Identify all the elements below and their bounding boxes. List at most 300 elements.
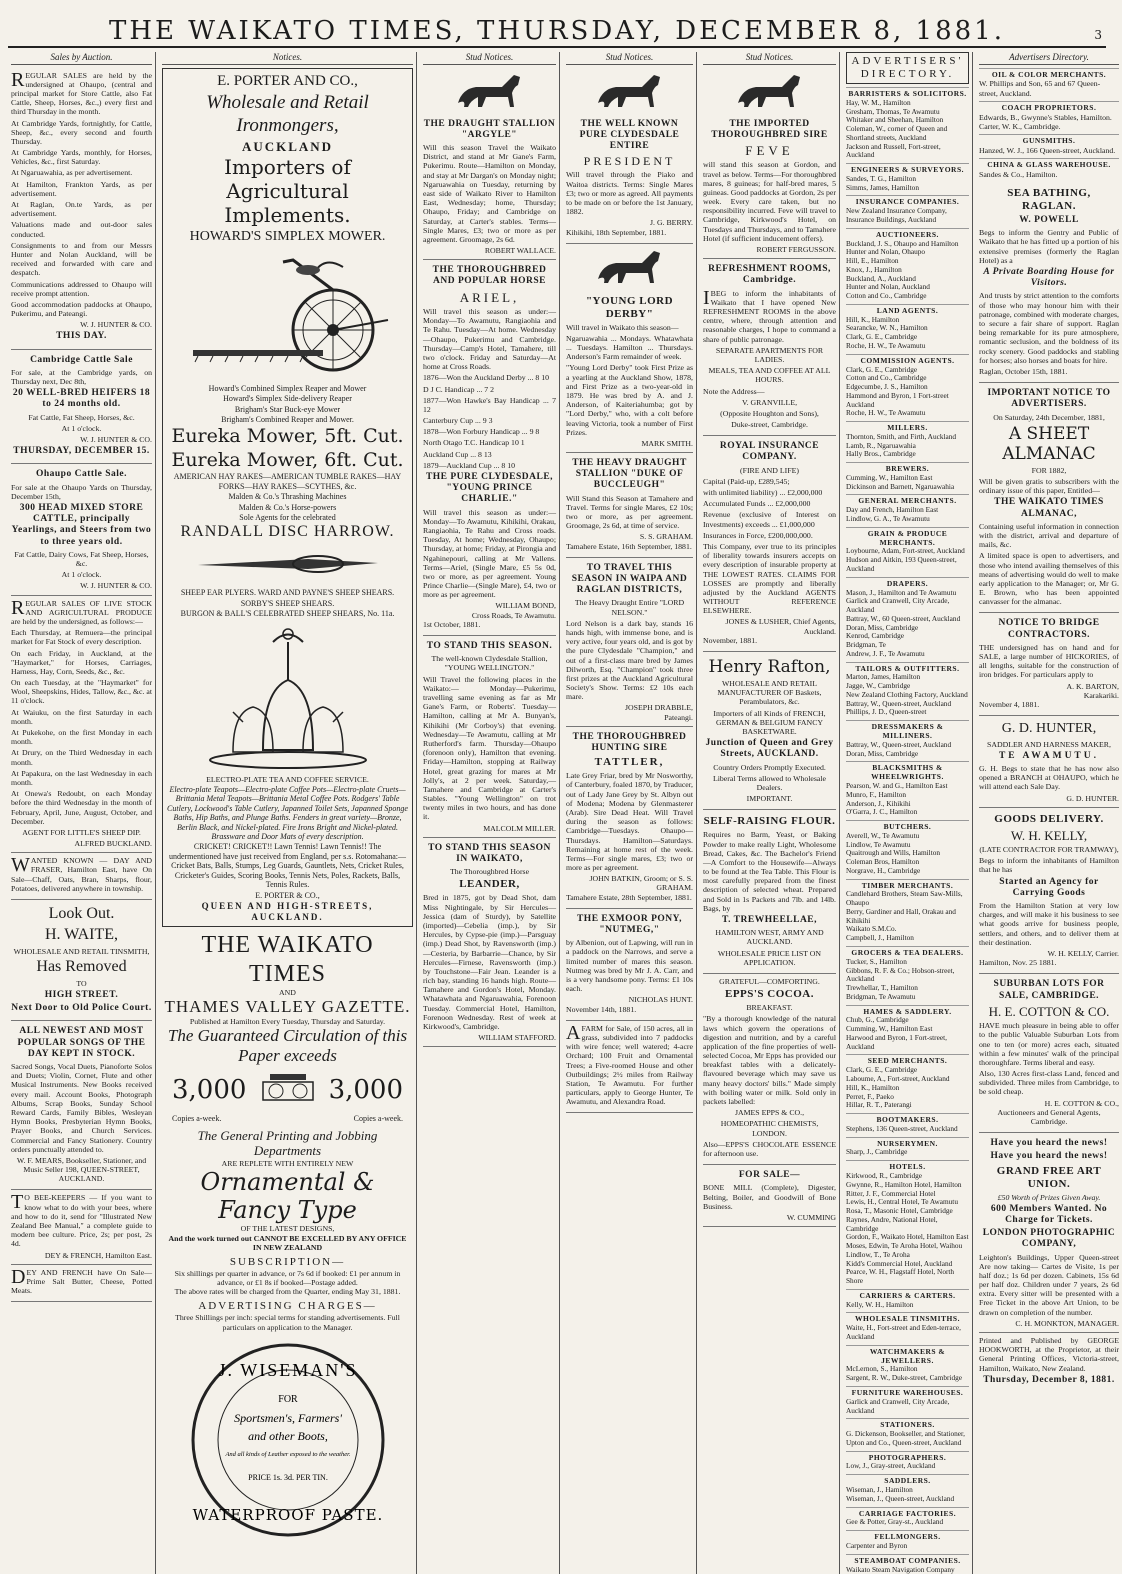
directory-category: BARRISTERS & SOLICITORS. (846, 87, 969, 99)
ad-text: REGULAR SALES are held by the undersigned at Ohaupo, (central and principal market for Store Cattle, also Fat Cattle, Sheep, Horses, &c.,) every first and third Thursday in the month. (11, 68, 152, 117)
mears-ad (11, 1021, 152, 1190)
ad-text: Consignments to and from our Messrs Hunter and Nolan Auckland, will be received and forwarded with care and despatch. (11, 240, 152, 278)
directory-entry: Garlick and Cranwell, City Arcade, Auckland (846, 1396, 950, 1415)
ad-text: Requires no Barm, Yeast, or Baking Powder to make really Light, Wholesome Bread, Cakes, &c. The Bachelor's Friend—A Comfort to the Housewife—Always to be found at the Tea Table. This Flour is most carefully prepared from the finest description of selected wheat. Prepared and Sold in 1s Packets and 7lb. and 14lb. Bags, by (703, 830, 836, 913)
directory-list (846, 1486, 969, 1504)
directory-entry: Gresham, Thomas, Te Awamutu (846, 106, 940, 116)
directory-entry: Hill, E., Hamilton (846, 256, 899, 266)
directory-category: ENGINEERS & SURVEYORS. (846, 163, 969, 175)
ad-text: At Drury, on the Third Wednesday in each month. (11, 748, 152, 767)
ad-text: Note the Address— (703, 386, 765, 396)
directory-category: NURSERYMEN. (846, 1137, 969, 1149)
porter-title: E. PORTER AND CO., (217, 72, 358, 89)
ad-text: This Company, ever true to its principles of liberality towards insurers accepts on every description of insurable property at THE LOWEST RATES. CLAIMS FOR LOSSES are promptly and liberally adjusted by the Auckland AGENTS WITHOUT REFERENCE ELSEWHERE. (703, 541, 836, 616)
royal-line: Accumulated Funds ... £2,000,000 (703, 499, 811, 509)
bridge-title: NOTICE TO BRIDGE CONTRACTORS. (998, 618, 1100, 640)
directory-list (846, 958, 969, 1002)
signature: H. E. COTTON & CO., (1044, 1098, 1119, 1108)
directory-entry: Mason, J., Hamilton and Te Awamutu (846, 587, 957, 597)
times-gazette: THAMES VALLEY GAZETTE. (164, 997, 411, 1017)
ad-heading: H. WAITE, (44, 925, 119, 943)
ad-text: Will travel this season as under:— Monday—To Awamutu, Rangiaohia and Te Rahu. Tuesday—At home. Wednesday—Ohaupo, Pukerimu and Cambridge. Thursday—Camp's Hotel, Tamahere, till two o'clock. Friday and Saturday—At home at Cross Roads. (423, 307, 556, 372)
directory-category: CARRIERS & CARTERS. (846, 1289, 969, 1301)
subscription-text: Six shillings per quarter in advance, or 7s 6d if booked: £1 per annum in advance, or £1 8s if booked—Postage added. (174, 1268, 401, 1288)
ad-text: HAMILTON WEST, ARMY AND AUCKLAND. (715, 928, 824, 947)
directory-entry: Berry, Gardiner and Hall, Orakau and Kihikihi (846, 906, 956, 925)
directory-entry: Clark, G. E., Cambridge (846, 332, 918, 342)
signature: W. J. HUNTER & CO. (80, 581, 152, 591)
masthead (8, 6, 1106, 48)
subscription-head: SUBSCRIPTION— (229, 1255, 346, 1268)
ariel-record: Auckland Cup ... 8 13 (423, 449, 492, 459)
grand-title: GRAND FREE ART UNION. (996, 1164, 1102, 1190)
directory-entry: Dickinson and Barnett, Ngaruawahia (846, 481, 955, 491)
signature: W. H. KELLY, Carrier. (1047, 949, 1119, 959)
directory-entry: Anderson, J., Kihikihi (846, 798, 911, 808)
column-5-head: Stud Notices. (703, 52, 836, 65)
directory-category: LAND AGENTS. (846, 304, 969, 316)
porter-sub: Wholesale and Retail Ironmongers, (206, 92, 369, 136)
ad-text: Lord Nelson is a dark bay, stands 16 hands high, with immense bone, and is very active, four years old, and is got by the pure Clydesdale "Champion," and out of a first-class mare bred by James Dilworth, Esq. "Champion" took three first prizes at the Auckland Agricultural Society's Show. Terms: £2 10s each mare. (566, 618, 693, 702)
feve-title: THE IMPORTED THOROUGHBRED SIRE (711, 118, 828, 140)
directory-category: FURNITURE WAREHOUSES. (846, 1386, 969, 1398)
ad-text: will stand this season at Gordon, and travel as below. Terms—For thoroughbred mares, 8 guineas; for half-bred mares, 5 guineas. Good paddocks at Gordon, 2s per week. Every care taken, but no responsibility incurred. Feve will travel to Cambridge, Kirkwood's Hotel, on Tuesdays and Thursdays, and to Tamahere Hotel (if sufficient inducement offers). (703, 160, 836, 243)
epps-cocoa-ad (703, 974, 836, 1165)
directory-entry: Jagge, W., Cambridge (846, 681, 911, 691)
sea-private: A Private Boarding House for Visitors. (983, 267, 1115, 289)
derby-title: "YOUNG LORD DERBY" (585, 294, 674, 320)
directory-entry: Clark, G. E., Cambridge (846, 1065, 918, 1075)
directory-list (846, 1398, 969, 1416)
printing-departments: The General Printing and Jobbing Departments (197, 1127, 378, 1159)
directory-entry: Kelly, W. H., Hamilton (846, 1299, 914, 1309)
ariel-ad (423, 260, 556, 636)
imprint (979, 1333, 1119, 1392)
circulation (172, 1070, 403, 1110)
directory-entry: Edgecumbe, J. S., Hamilton (846, 382, 928, 391)
ad-text: Begs to inform the inhabitants of Hamilton that he has (979, 856, 1119, 875)
times-and: AND (279, 987, 296, 997)
signature: MARK SMITH. (641, 438, 693, 448)
signature: DEY & FRENCH, Hamilton East. (44, 1250, 152, 1260)
directory-list (846, 99, 969, 160)
ad-heading: Next Door to Old Police Court. (11, 1003, 152, 1014)
copies-right: 3,000 (328, 1075, 403, 1106)
directory-entry: Doran, Miss, Cambridge (846, 748, 919, 758)
ad-date: Raglan, October 15th, 1881. (979, 366, 1068, 376)
directory-category: AUCTIONEERS. (846, 228, 969, 240)
ad-text: Auctioneers and General Agents, Cambridge. (997, 1107, 1101, 1126)
directory-entry: Cumming, W., Hamilton East (846, 472, 933, 482)
directory-category: GRAIN & PRODUCE MERCHANTS. (846, 527, 969, 548)
directory-entry: Hill, K., Hamilton (846, 314, 900, 324)
column-2-head: Notices. (162, 52, 413, 65)
feve-ad (703, 68, 836, 260)
directory-entry: Wiseman, J., Hamilton (846, 1485, 913, 1495)
ad-text: HAVE much pleasure in being able to offer to the public Valuable Suburban Lots from one to ten (or more) acres each, situated within a few minutes' walk of the principal thoroughfare. Terms liberal and easy. (979, 1021, 1119, 1067)
ad-text: Bred in 1875, got by Dead Shot, dam Miss Nightingale, by Sir Hercules—Jessica (dam of Sturdy), by Satellite (imported)—Cebelia (imp.), by Sir Hercules, by Cypse-pie (imp.)—Parsguay (imp.) Dead Shot, by Ravensworth (imp.)—Cesteria, by Barbarrie—Chance, by Sir Hercules—Firnese, Ravensworth (imp.) by Touchstone—Fair Jean. Leander is a rich bay, standing 16 hands high. Route—Tamahere and Gordon's Hotel, Monday. Whatawhata and Ngaruawahia, Forenoon Tuesday. Commercial Hotel, Hamilton, Forenoon Wednesday. Rest of week at Kirkwood's, Cambridge. (423, 893, 556, 1031)
ad-text: (LATE CONTRACTOR FOR TRAMWAY), (979, 845, 1119, 855)
advertising-head: ADVERTISING CHARGES— (198, 1300, 377, 1313)
ad-text: Late Grey Friar, bred by Mr Nosworthy, of Canterbury, foaled 1870, by Traducer, out of Lady Jane Grey by St. Albyn out of Modena; Modena by Glenmasterer (Arab). Sire Dead Heat. Will Travel during the season as follows: Cambridge—Tuesdays. Ohaupo—Thursdays. Hamilton—Saturdays. Remaining at home rest of the week. Terms—For single mares, £3; two or more as per agreement. (566, 771, 693, 873)
sea-title: SEA BATHING, RAGLAN. (1007, 187, 1091, 213)
ad-text: DEY AND FRENCH have On Sale—Prime Salt Butter, Cheese, Potted Meats. (11, 1265, 152, 1296)
ad-text: Also, 130 Acres first-class Land, fenced and subdivided. Three miles from Cambridge, to be sold cheap. (979, 1069, 1119, 1097)
wiseman-line-3: And all kinds of Leather exposed to the weather. (224, 1450, 351, 1458)
directory-list (846, 207, 969, 225)
porter-ad (162, 68, 413, 928)
porter-line: Malden & Co.'s Horse-powers (238, 502, 337, 512)
horse-icon (590, 73, 670, 117)
argyle-title: THE DRAUGHT STALLION "ARGYLE" (423, 118, 556, 140)
eureka-mower-5ft: Eureka Mower, 5ft. Cut. (171, 425, 404, 448)
ad-text: Will Travel the following places in the Waikato:— Monday—Pukerimu, travelling same evening as far as Mr Gane's Farm, or Roberts'. Tuesday—Hamilton, calling at Mr A. Bunyan's, Kihikihi (Mr Corboy's) that evening. Wednesday—Te Awamutu, calling at Mr Rutherford's farm. Thursday—Ohaupo (forenoon only), Hamilton that evening. Friday—Hamilton, stopping at Railway Hotel, great grazing for mares at Mr Jolly's, at 2 per week. Saturday,—Tamahere and Cambridge at Carter's Stables. "Young Wellington" on trot twenty miles in two hours, and has done it. (423, 674, 556, 822)
bee-keepers-ad (11, 1190, 152, 1264)
tattler-title: THE THOROUGHBRED HUNTING SIRE (572, 731, 687, 754)
royal-line: with unlimited liability) ... £2,000,000 (703, 488, 823, 498)
directory-entry: Waikato S.M.Co. (846, 924, 897, 934)
directory-category: TIMBER MERCHANTS. (846, 879, 969, 891)
directory-list (846, 1566, 969, 1574)
times-guarantee: The Guaranteed Circulation of this Paper exceeds (167, 1026, 408, 1066)
wiseman-name: J. WISEMAN'S (218, 1359, 357, 1380)
directory-list (846, 175, 969, 193)
ad-text: At Onewa's Redoubt, on each Monday before the third Wednesday in the month of February, April, June, August, October, and December. (11, 789, 152, 826)
columns (8, 52, 1119, 1574)
directory-entry: Knox, J., Hamilton (846, 264, 902, 274)
directory-list (846, 1172, 969, 1286)
ad-text: Will travel this season as under:— Monday—To Awamutu, Kihikihi, Orakau, Rangiaohia, Te Rahu and Cross roads. Tuesday, At home; Wednesday, Ohaupo; Thursday, at home; Friday, at Pirongia and Ngahinepouri, calling at Mr Vallens. Terms—Ariel, (Single Mare, £5 5s 0d, two or more, as per agreement. Young Prince Charlie—(Single Mare), £4, two or more as per agreement. (423, 507, 556, 600)
directory-entry: Edwards, B., Gwynne's Stables, Hamilton. Carter, W. K., Cambridge. (979, 112, 1112, 131)
directory-category: PHOTOGRAPHERS. (846, 1451, 969, 1463)
ariel-record: 1879—Auckland Cup ... 8 10 (423, 460, 516, 470)
ad-text: GRATEFUL—COMFORTING. (719, 976, 820, 986)
ad-text: SEPARATE APARTMENTS FOR LADIES. (715, 345, 824, 364)
ad-text: SADDLER AND HARNESS MAKER, (987, 739, 1111, 749)
directory-entry: Andrew, J. F., Te Awamutu (846, 648, 925, 658)
ad-text: Communications addressed to Ohaupo will receive prompt attention. (11, 279, 152, 298)
wellington-ad (423, 636, 556, 838)
porter-line: Brigham's Combined Reaper and Mower. (221, 415, 354, 425)
directory-category: FELLMONGERS. (846, 1530, 969, 1542)
directory-entry: Harwood and Byron, 1 Fort-street, Auckland (846, 1032, 947, 1051)
nelson-title: TO TRAVEL THIS SEASON IN WAIPA AND RAGLAN DISTRICTS, (571, 562, 688, 596)
president-title: THE WELL KNOWN PURE CLYDESDALE ENTIRE (579, 118, 680, 152)
directory-entry: Pearce, W. H., Flagstaff Hotel, North Shore (846, 1267, 955, 1286)
ad-text: BREAKFAST. (746, 1003, 793, 1013)
sea-bathing-ad (979, 182, 1119, 383)
ad-text: At Raglan, On.te Yards, as per advertisement. (11, 200, 152, 219)
directory-list (846, 1324, 969, 1342)
ad-text: REGULAR SALES OF LIVE STOCK AND AGRICULTURAL PRODUCE are held by the undersigned, as follows:— (11, 596, 152, 626)
advertising-text: Three Shillings per inch: special terms for standing advertisements. Full particulars on application to the Manager. (175, 1313, 400, 1332)
buccleugh-ad (566, 453, 693, 558)
ad-text: Fat Cattle, Fat Sheep, Horses, &c. (28, 412, 135, 422)
directory-entry: Hillar, R. T., Paterangi (846, 1100, 912, 1110)
porter-line: Howard's Combined Simplex Reaper and Mower (208, 383, 367, 393)
signature: Pateangi. (664, 712, 693, 722)
signature: S. S. GRAHAM. (639, 532, 693, 542)
ad-text: A limited space is open to advertisers, and those who intend availing themselves of this means of advertising would do well to make early application to the Manager; or, Mr G. E. Brown, who has been appointed canvasser for the almanac. (979, 551, 1119, 607)
hunter-saddler-ad (979, 716, 1119, 808)
ad-text: HOMEOPATHIC CHEMISTS, LONDON. (720, 1119, 819, 1138)
directory-category: STATIONERS. (846, 1418, 969, 1430)
almanac-title: THE WAIKATO TIMES ALMANAC, (994, 497, 1104, 519)
directory-entry: Cumming, W., Hamilton East (846, 1024, 933, 1034)
signature: JONES & LUSHER, Chief Agents, Auckland. (725, 617, 836, 636)
times-title: THE WAIKATO TIMES (201, 932, 374, 987)
directory-entry: Hunter and Nolan, Ohaupo (846, 247, 926, 257)
ad-text: At Cambridge Yards, fortnightly, for Cattle, Sheep, &c., every second and fourth Thursday. (11, 118, 152, 146)
refresh-title: REFRESHMENT ROOMS, Cambridge. (708, 264, 831, 286)
porter-mower: HOWARD'S SIMPLEX MOWER. (189, 229, 386, 245)
ad-text: W. F. MEARS, Bookseller, Stationer, and Music Seller 198, QUEEN-STREET, AUCKLAND. (16, 1155, 147, 1184)
flour-title: SELF-RAISING FLOUR. (703, 815, 836, 828)
wellington-title: TO STAND THIS SEASON. (426, 641, 553, 652)
directory-list (846, 1148, 969, 1157)
ad-text: Will be given gratis to subscribers with the ordinary issue of this paper, Entitled— (979, 476, 1119, 496)
porter-line: Howard's Simplex Side-delivery Reaper (223, 394, 352, 404)
directory-entry: Sandes, T. G., Hamilton (846, 173, 917, 183)
directory-list (846, 1125, 969, 1134)
directory-entry: Battray, W., 60 Queen-street, Auckland (846, 613, 961, 623)
porter-line: Malden & Co.'s Thrashing Machines (228, 492, 347, 502)
porter-importers: Importers of Agricultural Implements. (224, 155, 351, 227)
column-3 (420, 52, 560, 1574)
ad-text: Importers of all Kinds of FRENCH, GERMAN & BELGIUM FANCY BASKETWARE. (713, 708, 826, 737)
column-3-head: Stud Notices. (423, 52, 556, 65)
sheep-shears-illustration (188, 545, 388, 585)
ad-text: At Papakura, on the last Wednesday in each month. (11, 768, 152, 787)
cocoa-title: EPPS'S COCOA. (724, 988, 814, 1001)
wiseman-line-2: and other Boots, (247, 1428, 328, 1443)
directory-entry: Buckland, A., Auckland (846, 273, 916, 283)
wiseman-line-1: Sportsmen's, Farmers' (233, 1410, 342, 1425)
directory-entry: Lindlow, G. A., Te Awamutu (846, 514, 930, 524)
directory-entry: Quaitrough and Wills, Hamilton (846, 848, 941, 858)
ad-heading: Has Removed (36, 957, 127, 975)
directory-entry: Thornton, Smith, and Firth, Auckland (846, 431, 957, 441)
ad-text: At 1 o'clock. (61, 570, 102, 580)
printed-by: Printed and Published by GEORGE HOOKWORTH, at the Proprietor, at their General Printing Offices, Victoria-street, Hamilton, Waikato, New Zealand. (979, 1336, 1119, 1373)
sheet-almanac: A SHEET ALMANAC (1002, 423, 1096, 464)
directory-entry: Ritter, J. F., Commercial Hotel (846, 1188, 936, 1198)
ad-text: IMPORTANT. (746, 794, 793, 804)
directory-category: DRESSMAKERS & MILLINERS. (846, 720, 969, 741)
ad-date: November 14th, 1881. (566, 1004, 637, 1014)
signature: WILLIAM STAFFORD. (478, 1033, 556, 1043)
ad-text: WHOLESALE AND RETAIL MANUFACTURER OF Baskets, Perambulators, &c. (717, 679, 822, 707)
directory-entry: New Zealand Clothing Factory, Auckland (846, 689, 968, 699)
ad-text: by Albenion, out of Lapwing, will run in a paddock on the Narrows, and serve a limited number of mares this season. Nutmeg was bred by Mr J. A. Carr, and is a very handsome pony. Terms: £1 10s each. (566, 938, 693, 994)
porter-line: SORBY'S SHEEP SHEARS. (240, 598, 335, 608)
directory-entry: Chub, G., Cambridge (846, 1015, 909, 1025)
cotton-ad (979, 974, 1119, 1133)
ad-text: At Waiuku, on the first Saturday in each month. (11, 707, 152, 726)
directory-entry: Coleman Bros, Hamilton (846, 857, 920, 867)
tattler-name: TATTLER, (594, 756, 665, 769)
directory-entry: Gee & Potter, Gray-st., Auckland (846, 1517, 944, 1527)
horse-icon (590, 249, 670, 293)
directory-entry: G. Dickenson, Bookseller, and Stationer, Upton and Co., Queen-street, Auckland (846, 1429, 965, 1447)
column-7 (976, 52, 1122, 1574)
prince-title: THE PURE CLYDESDALE, "YOUNG PRINCE CHARLIE." (425, 472, 554, 505)
ad-heading: ALL NEWEST AND MOST POPULAR SONGS OF THE DAY KEPT IN STOCK. (17, 1026, 146, 1059)
directory-entry: Battray, W., Queen-street, Auckland (846, 698, 952, 708)
signature: WILLIAM BOND, (495, 601, 556, 611)
directory-entry: Lindlow, T., Te Aroha (846, 1249, 910, 1259)
directory-entry: Garlick and Cranwell, City Arcade, Auckland (846, 596, 950, 615)
porter-line: AMERICAN HAY RAKES—AMERICAN TUMBLE RAKES—HAY FORKS—HAY RAKES—SCYTHES, &c. (173, 472, 402, 491)
porter-line: BURGON & BALL'S CELEBRATED SHEEP SHEARS, No. 11a. (180, 609, 395, 619)
ad-text: WHOLESALE PRICE LIST ON APPLICATION. (717, 948, 822, 967)
live-stock-ad (11, 596, 152, 854)
signature: W. CUMMING (786, 1212, 836, 1222)
signature: ALFRED BUCKLAND. (74, 839, 152, 849)
wanted-ad (11, 853, 152, 900)
column-1 (8, 52, 156, 1574)
directory-list (846, 589, 969, 659)
tea-set-illustration (203, 622, 373, 772)
directory-category: SEED MERCHANTS. (846, 1054, 969, 1066)
directory-entry: Hally Bros., Cambridge (846, 449, 916, 459)
signature: Cross Roads, Te Awamutu. (471, 610, 556, 620)
ad-text: Each Thursday, at Remuera—the principal market for Fat Stock of every description. (11, 628, 152, 647)
signature: NICHOLAS HUNT. (628, 995, 693, 1005)
directory-category: STEAMBOAT COMPANIES. (846, 1554, 969, 1566)
hunter-town: TE AWAMUTU. (998, 750, 1100, 761)
column-6 (843, 52, 973, 1574)
ad-text: THE undersigned has on hand and for SALE, a large number of HICKORIES, of all lengths, suitable for the construction of iron bridges. For particulars apply to (979, 642, 1119, 680)
directory-entry: Roche, H. W., Te Awamutu (846, 340, 926, 350)
royal-insurance-ad (703, 436, 836, 652)
notice-title: IMPORTANT NOTICE TO ADVERTISERS. (987, 388, 1111, 410)
ad-text: JAMES EPPS & CO., (734, 1108, 805, 1118)
ohaupo-cattle-ad (11, 464, 152, 595)
signature: ROBERT WALLACE. (484, 246, 556, 256)
royal-line: Insurances in Force, £200,000,000. (703, 530, 813, 540)
directory-sections (846, 87, 969, 1574)
president-ad (566, 68, 693, 244)
directory-list (846, 1542, 969, 1551)
sea-sig: W. POWELL (1019, 215, 1079, 226)
signature: Karakariki. (1083, 690, 1119, 700)
directory-category: DRAPERS. (846, 577, 969, 589)
directory-category: BREWERS. (846, 462, 969, 474)
times-pub: Published at Hamilton Every Tuesday, Thursday and Saturday. (189, 1017, 386, 1027)
directory-category: GROCERS & TEA DEALERS. (846, 946, 969, 958)
hunter-name: G. D. HUNTER, (1001, 721, 1097, 737)
signature: A. K. BARTON, (1066, 681, 1119, 691)
directory-category: CHINA & GLASS WAREHOUSE. (979, 158, 1119, 170)
directory-entry: Laboume, A., Fort-street, Auckland (846, 1074, 950, 1083)
ad-text: Will travel through the Piako and Waitoa districts. Terms: Single Mares £3; two or more as agreed. All payments to be made on or before the 1st January, 1882. (566, 170, 693, 217)
cotton-name: H. E. COTTON & CO. (988, 1003, 1110, 1019)
suburban-title: SUBURBAN LOTS FOR SALE, CAMBRIDGE. (993, 979, 1105, 1001)
ad-text: AFARM for Sale, of 150 acres, all in grass, subdivided into 7 paddocks with wire fence; well watered; 4-acre Orchard; 100 Fruit and Ornamental Trees; a Five-roomed House and other Outbuildings; 2½ miles from Railway Station, Te Awamutu. For further particulars, apply to George Hunter, Te Awamutu, and Alexandra Road. (566, 1021, 693, 1107)
column-4-head: Stud Notices. (566, 52, 693, 65)
ad-text: WANTED KNOWN — DAY AND FRASER, Hamilton East, have On Sale—Chaff, Oats, Bran, Sharps, flour, Potatoes, delivered anywhere in township. (11, 854, 152, 893)
porter-line: Sole Agents for the celebrated (239, 513, 336, 523)
members: 600 Members Wanted. No Charge for Tickets. (990, 1203, 1108, 1225)
directory-list (846, 741, 969, 759)
page-number: 3 (1094, 28, 1102, 42)
directory-category: GUNSMITHS. (979, 134, 1119, 146)
cambridge-cattle-ad (11, 350, 152, 465)
leander-ad (423, 838, 556, 1048)
directory-entry: Hay, W. M., Hamilton (846, 97, 911, 107)
imprint-date: Thursday, December 8, 1881. (983, 1374, 1115, 1385)
copies-left: 3,000 (172, 1075, 247, 1106)
directory-entry: O'Garra, J. C., Hamilton (846, 807, 918, 817)
ad-text: FOR 1882, (1031, 465, 1067, 475)
ad-text: "By a thorough knowledge of the natural laws which govern the operations of digestion and nutrition, and by a careful application of the fine properties of well-selected Cocoa, Mr Epps has provided our breakfast tables with a delicately-flavoured beverage which may save us many heavy doctors' bills." Made simply with boiling water or milk. Sold only in packets labelled: (703, 1014, 836, 1106)
ad-text: TO (76, 978, 87, 988)
ad-text: Leighton's Buildings, Upper Queen-street Are now taking— Cartes de Visite, 1s per half doz.; 1s 6d per dozen. Cabinets, 15s 6d per half doz. Children under 7 years, 2s 6d extra. Every sitter will be presented with a Free Ticket in the above Art Union, to be drawn on completion of the number. (979, 1252, 1119, 1317)
lord-nelson-ad (566, 558, 693, 727)
ad-text: At Cambridge Yards, monthly, for Horses, Vehicles, &c., first Saturday. (11, 148, 152, 167)
ariel-record: North Otago T.C. Handicap 10 1 (423, 438, 525, 448)
directory-list (846, 832, 969, 876)
electro-title: ELECTRO-PLATE TEA AND COFFEE SERVICE. (206, 774, 369, 784)
porter-line: Brigham's Star Buck-eye Mower (234, 404, 341, 414)
ad-text: Ngaruawahia ... Mondays. Whatawhata ... Tuesdays. Hamilton ... Thursdays. Anderson's Farm remainder of week. (566, 333, 693, 362)
ad-heading: THURSDAY, DECEMBER 15. (13, 446, 150, 457)
royal-line: Capital (Paid-up, £289,545; (703, 476, 790, 486)
directory-entry: Day and French, Hamilton East (846, 505, 939, 515)
directory-list (846, 240, 969, 301)
directory-category: INSURANCE COMPANIES. (846, 195, 969, 207)
directory-entry: Low, J., Gray-street, Auckland (846, 1461, 936, 1471)
ad-text: And trusts by strict attention to the comforts of those who may honour him with their patronage, combined with moderate charges, to secure a fair share of support. Raglan being remarkable for its pure atmosphere, romantic seclusion, and the boldness of its rocky scenery. Good paddocks and stabling for horses; also horses and boats for hire. (979, 291, 1119, 365)
ad-text: Sacred Songs, Vocal Duets, Pianoforte Solos and Duets; Violin, Cornet, Flute and other Musical Instruments. New Books received every mail. Account Books, Photograph Albums, Scrap Books, Sunday School Reward Cards, Family Bibles, Wesleyan Hymn Books, Presbyterian Hymn Books, Prayer Books, and Church Services. Commercial and Fancy Stationery. Country orders punctually attended to. (11, 1062, 152, 1154)
dey-french-ad (11, 1265, 152, 1303)
ariel-record: D J C. Handicap ... 7 2 (423, 384, 495, 394)
signature: G. D. HUNTER. (1066, 793, 1119, 803)
directory-category: WHOLESALE TINSMITHS. (846, 1312, 969, 1324)
ad-text: Containing useful information in connection with the district, arrival and departure of mails, &c. (979, 521, 1119, 550)
ad-text: For sale at the Ohaupo Yards on Thursday, December 15th, (11, 482, 152, 501)
ad-date: Tamahere Estate, 28th September, 1881. (566, 892, 692, 902)
ad-text: Good accommodation paddocks at Ohaupo, Pukerimu, and Pateangi. (11, 299, 152, 319)
horse-icon (730, 73, 810, 117)
directory-list (846, 474, 969, 492)
porter-city: AUCKLAND (241, 139, 334, 155)
directory-category: BUTCHERS. (846, 820, 969, 832)
directory-entry: Coleman, W., corner of Queen and Shortland streets, Auckland (846, 124, 948, 142)
directory-entry: Cotton and Co., Cambridge (846, 291, 927, 301)
ad-text: Liberal Terms allowed to Wholesale Dealers. (712, 773, 827, 792)
directory-entry: Moses, Edwin, Te Aroha Hotel, Waihou (846, 1241, 963, 1251)
excelled: And the work turned out CANNOT BE EXCELLED BY ANY OFFICE IN NEW ZEALAND (168, 1233, 407, 1252)
latest-designs: OF THE LATEST DESIGNS, (240, 1224, 335, 1234)
ariel-name: ARIEL, (459, 289, 520, 305)
art-union-ad (979, 1133, 1119, 1333)
directory-list (846, 1462, 969, 1471)
ad-date: Tamahere Estate, 16th September, 1881. (566, 541, 692, 551)
hunter-sales-ad (11, 68, 152, 350)
directory-entry: Tucker, S., Hamilton (846, 956, 907, 966)
directory-entry: Norgrave, H., Cambridge (846, 865, 921, 875)
directory-entry: Waite, H., Fort-street and Eden-terrace, Auckland (846, 1323, 961, 1341)
directory-category: GENERAL MERCHANTS. (846, 494, 969, 506)
signature: JOHN BATKIN, Groom; or S. S. GRAHAM. (589, 874, 693, 893)
ariel-record: Canterbury Cup ... 9 3 (423, 416, 493, 426)
directory-entry: Bridgman, Te Awamutu (846, 991, 916, 1001)
ad-text: At Pukekohe, on the first Monday in each month. (11, 728, 152, 747)
directory-entry: New Zealand Insurance Company, Insurance Buildings, Auckland (846, 206, 947, 224)
kelly-name: W. H. KELLY, (1010, 827, 1088, 843)
